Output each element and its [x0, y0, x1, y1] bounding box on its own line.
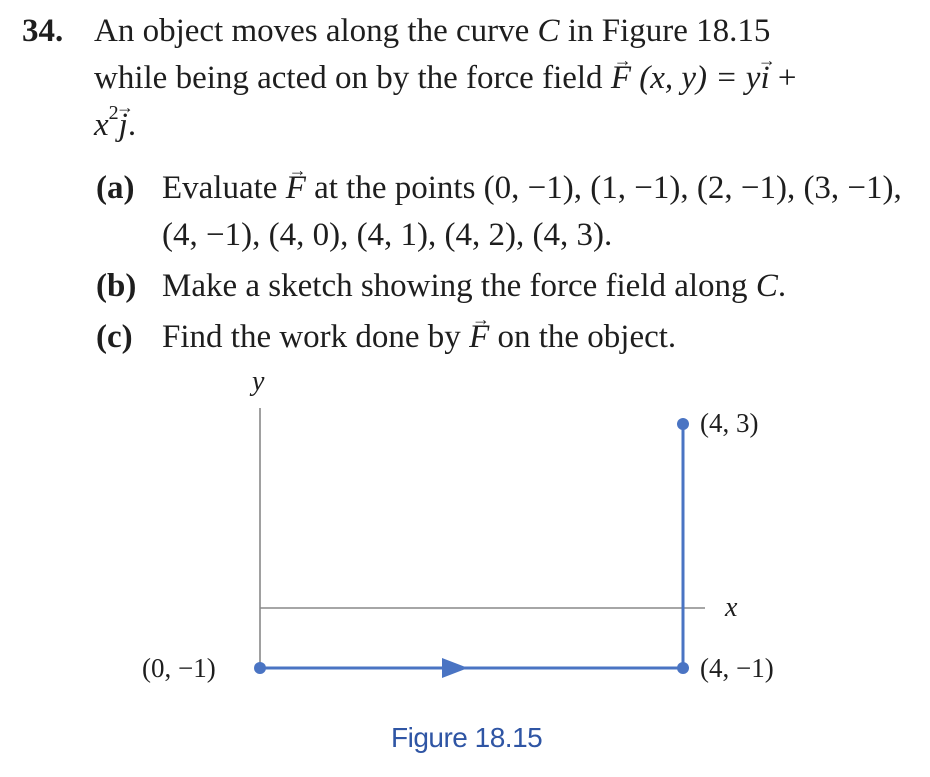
figure-18-15: [0, 360, 930, 777]
part-a-text-before: Evaluate: [162, 170, 286, 206]
part-b-text-after: .: [777, 268, 787, 304]
period: .: [127, 107, 137, 143]
part-b-text-before: Make a sketch showing the force field along: [162, 268, 756, 304]
start-point: [254, 662, 266, 674]
problem-parts: [96, 165, 906, 365]
figure-caption: Figure 18.15: [391, 722, 543, 753]
problem-statement: [22, 8, 912, 149]
part-a: [96, 165, 906, 259]
part-b: [96, 263, 906, 310]
part-b-label: (b): [96, 268, 137, 304]
part-c: [96, 314, 906, 361]
problem-number: 34.: [22, 13, 64, 49]
curve-symbol: C: [537, 13, 560, 49]
part-b-curve-symbol: C: [755, 268, 778, 304]
corner-point-label: (4, −1): [700, 653, 774, 683]
end-point: [677, 418, 689, 430]
part-c-force-symbol: → F: [469, 314, 489, 361]
end-point-label: (4, 3): [700, 408, 759, 438]
curve-diagram: [0, 360, 930, 777]
direction-arrow: [442, 658, 468, 678]
x-symbol: x: [94, 107, 109, 143]
stem-text-2: while being acted on by the force field: [94, 60, 611, 96]
part-a-force-symbol: → F: [286, 165, 306, 212]
force-vector-symbol: → F: [611, 55, 631, 102]
part-c-text-after: on the object.: [489, 319, 677, 355]
x-axis-label: x: [725, 592, 738, 623]
part-c-label: (c): [96, 319, 133, 355]
part-a-text-after: at the points (0, −1), (1, −1), (2, −1), (3, −1), (4, −1), (4, 0), (4, 1), (4, 2), (4, 3).: [162, 170, 902, 253]
part-a-label: (a): [96, 170, 135, 206]
plus-sign: +: [769, 60, 797, 96]
exponent: 2: [108, 102, 119, 124]
y-axis-label: y: [252, 366, 265, 397]
unit-vector-i: → i: [760, 55, 769, 102]
field-arguments: (x, y) = y: [630, 60, 761, 96]
problem-stem: [94, 8, 912, 149]
stem-text-1-end: in Figure 18.15: [559, 13, 771, 49]
start-point-label: (0, −1): [142, 653, 216, 683]
part-c-text-before: Find the work done by: [162, 319, 470, 355]
stem-text-1: An object moves along the curve: [94, 13, 538, 49]
corner-point: [677, 662, 689, 674]
unit-vector-j: → j: [119, 102, 128, 149]
